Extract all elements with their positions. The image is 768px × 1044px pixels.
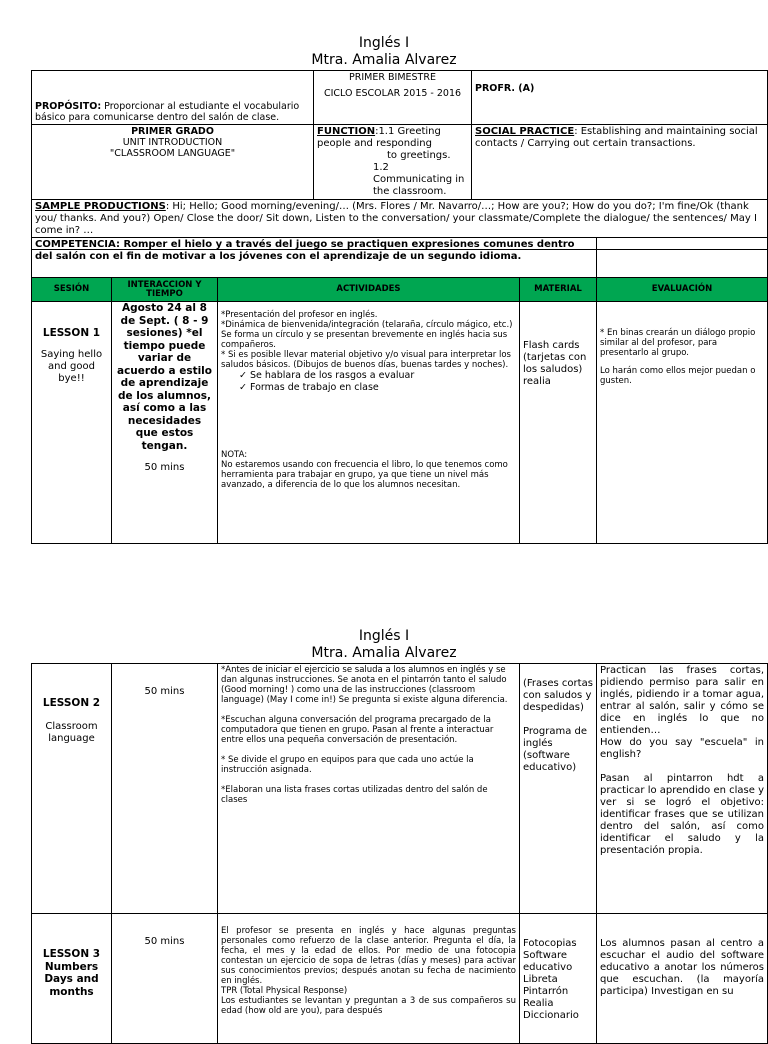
check-icon: ✓	[239, 382, 250, 393]
proposito-label: PROPÓSITO:	[35, 101, 102, 112]
header-interaccion: INTERACCION Y TIEMPO	[112, 278, 218, 302]
lesson1-time-cell	[112, 302, 218, 544]
header-sesion: SESIÓN	[32, 278, 112, 302]
lesson1-session-cell	[32, 302, 112, 544]
lesson1-activities-cell	[218, 302, 520, 544]
lesson2-act2: *Escuchan alguna conversación del programa precargado de la computadora que tienen en grupo. Pasan al frente a interactuar entre ellos una pequeña conversación de presentación.	[221, 715, 494, 745]
lesson1-eval1: * En binas crearán un diálogo propio similar al del profesor, para presentarlo al grupo.	[600, 328, 756, 358]
proposito-cell	[32, 71, 314, 125]
lesson2-act3: * Se divide el grupo en equipos para que cada uno actúe la instrucción asignada.	[221, 755, 474, 775]
lesson3-act2: TPR (Total Physical Response)	[221, 986, 348, 996]
function-line3: 1.2 Communicating in the classroom.	[373, 162, 465, 197]
lesson2-subtitle: Classroom language	[45, 721, 98, 744]
ciclo-cell	[314, 71, 472, 125]
lesson2-activities-cell	[218, 664, 520, 914]
social-practice-label: SOCIAL PRACTICE	[475, 126, 575, 137]
lesson1-evaluation-cell	[597, 302, 768, 544]
lesson1-material-cell	[520, 302, 597, 544]
social-practice-cell	[472, 125, 768, 200]
lesson1-tiempo: Agosto 24 al 8 de Sept. ( 8 - 9 sesiones) *el tiempo puede variar de acuerdo a estilo de aprendizaje de los alumnos, así como a las necesidades que estos tengan.	[116, 302, 212, 452]
function-line2: to greetings.	[387, 150, 451, 161]
classroom-label: "CLASSROOM LANGUAGE"	[109, 148, 236, 159]
lesson1-act3: Se forma un círculo y se presentan brevemente en inglés hacia sus compañeros.	[221, 330, 508, 350]
competencia-empty-cell	[597, 238, 768, 278]
lesson1-act2: *Dinámica de bienvenida/integración (telaraña, círculo mágico, etc.)	[221, 320, 513, 330]
lesson1-check2	[221, 382, 516, 394]
bimestre-label: PRIMER BIMESTRE	[349, 72, 436, 83]
lesson3-activities-cell	[218, 914, 520, 1044]
lesson-table-2	[31, 663, 768, 1044]
function-cell	[314, 125, 472, 200]
lesson2-mins: 50 mins	[144, 686, 185, 697]
lesson2-eval2: How do you say "escuela" in english?	[600, 737, 764, 760]
proposito-text: Proporcionar al estudiante el vocabulario básico para comunicarse dentro del salón de clase.	[35, 101, 300, 123]
lesson3-time-cell	[112, 914, 218, 1044]
lesson2-evaluation-cell	[597, 664, 768, 914]
teacher-name: Mtra. Amalia Alvarez	[311, 52, 457, 68]
lesson3-mins: 50 mins	[144, 936, 185, 947]
lesson2-name: LESSON 2	[42, 697, 101, 709]
lesson1-subtitle: Saying hello and good bye!!	[40, 349, 103, 384]
lesson1-check1	[221, 370, 516, 382]
unit-label: UNIT INTRODUCTION	[122, 137, 223, 148]
page2-title: Inglés I	[358, 628, 410, 644]
lesson3-eval: Los alumnos pasan al centro a escuchar el audio del software educativo a anotar los números que escuchan. (la mayoría participa) Investigan en su	[600, 938, 764, 997]
lesson3-act: El profesor se presenta en inglés y hace algunas preguntas personales como refuerzo de la clase anterior. Pregunta el día, la fecha, el mes y la edad de ellos. Por medio de una fotocopia contestan un ejercicio de sopa de letras (días y meses) para activar sus conocimientos previos; después anotan su fecha de nacimiento en inglés.	[221, 926, 516, 986]
page2-teacher-name: Mtra. Amalia Alvarez	[311, 645, 457, 661]
lesson3-material-cell	[520, 914, 597, 1044]
sample-productions-text: : Hi; Hello; Good morning/evening/… (Mrs. Flores / Mr. Navarro/…; How are you?; How do you do?; I'm fine/Ok (thank you/ thanks. And you?) Open/ Close the door/ Sit down, Listen to the conversation/ your classmate/Complete the dialogue/ the sentences/ May I come in? …	[35, 201, 757, 236]
lesson3-evaluation-cell	[597, 914, 768, 1044]
lesson1-act1: *Presentación del profesor en inglés.	[221, 310, 378, 320]
lesson3-act3: Los estudiantes se levantan y preguntan a 3 de sus compañeros su edad (how old are you), para después	[221, 996, 516, 1016]
header-actividades: ACTIVIDADES	[218, 278, 520, 302]
lesson2-eval1: Practican las frases cortas, pidiendo permiso para salir en inglés, pidiendo ir a tomar agua, entrar al salón, salir y cómo se dice en inglés lo que no entienden…	[600, 665, 764, 736]
lesson-table	[31, 237, 768, 544]
lesson1-check1-text: Se hablara de los rasgos a evaluar	[249, 370, 415, 381]
lesson1-material: Flash cards (tarjetas con los saludos) realia	[523, 340, 587, 387]
function-label: FUNCTION	[317, 126, 376, 137]
lesson3-material: Fotocopias Software educativo Libreta Pintarrón Realia Diccionario	[523, 938, 579, 1021]
header-material: MATERIAL	[520, 278, 597, 302]
lesson1-name: LESSON 1	[42, 327, 101, 339]
lesson1-eval2: Lo harán como ellos mejor puedan o gusten.	[600, 366, 756, 386]
lesson2-material1: (Frases cortas con saludos y despedidas)	[523, 678, 593, 713]
lesson2-eval3: Pasan al pintarron hdt a practicar lo aprendido en clase y ver si se logró el objetivo: identificar frases que se utilizan dentro del salón, así como identificar el saludo y la presentación propia.	[600, 773, 764, 856]
lesson2-time-cell	[112, 664, 218, 914]
lesson2-act4: *Elaboran una lista frases cortas utilizadas dentro del salón de clases	[221, 785, 488, 805]
lesson3-name: LESSON 3 Numbers Days and months	[42, 948, 101, 998]
social-practice-text: : Establishing and maintaining social contacts / Carrying out certain transactions.	[475, 126, 758, 149]
profr-label: PROFR. (A)	[475, 83, 535, 94]
function-line1: :1.1 Greeting people and responding	[317, 126, 441, 149]
lesson1-mins: 50 mins	[144, 462, 185, 473]
lesson1-act4: * Si es posible llevar material objetivo y/o visual para interpretar los saludos básicos. (Dibujos de buenos días, buenas tardes y noches).	[221, 350, 511, 370]
grado-cell	[32, 125, 314, 200]
sample-productions-label: SAMPLE PRODUCTIONS	[35, 201, 166, 212]
lesson3-session-cell	[32, 914, 112, 1044]
lesson1-nota: No estaremos usando con frecuencia el libro, lo que tenemos como herramienta para trabajar en grupo, ya que tiene un nivel más avanzado, a diferencia de lo que los alumnos necesitan.	[221, 460, 508, 490]
lesson2-session-cell	[32, 664, 112, 914]
lesson2-act1: *Antes de iniciar el ejercicio se saluda a los alumnos en inglés y se dan algunas instrucciones. Se anota en el pintarrón tanto el saludo (Good morning! ) como una de las instrucciones (classroom language) (May I come in!) Se pregunta si existe alguna diferencia.	[221, 665, 508, 705]
profr-cell	[472, 71, 768, 125]
page-title: Inglés I	[358, 35, 410, 51]
lesson2-material-cell	[520, 664, 597, 914]
grado-label: PRIMER GRADO	[131, 126, 214, 137]
check-icon: ✓	[239, 370, 250, 381]
competencia-cell	[32, 238, 597, 278]
ciclo-label: CICLO ESCOLAR 2015 - 2016	[323, 88, 462, 99]
lesson1-check2-text: Formas de trabajo en clase	[249, 382, 379, 393]
lesson2-material2: Programa de inglés (software educativo)	[523, 726, 587, 773]
header-evaluacion: EVALUACIÓN	[597, 278, 768, 302]
competencia-text: COMPETENCIA: Romper el hielo y a través del juego se practiquen expresiones comunes dentro del salón con el fin de motivar a los jóvenes con el aprendizaje de un segundo idioma.	[35, 239, 575, 262]
header-table	[31, 70, 768, 250]
lesson1-nota-label: NOTA:	[221, 450, 248, 460]
